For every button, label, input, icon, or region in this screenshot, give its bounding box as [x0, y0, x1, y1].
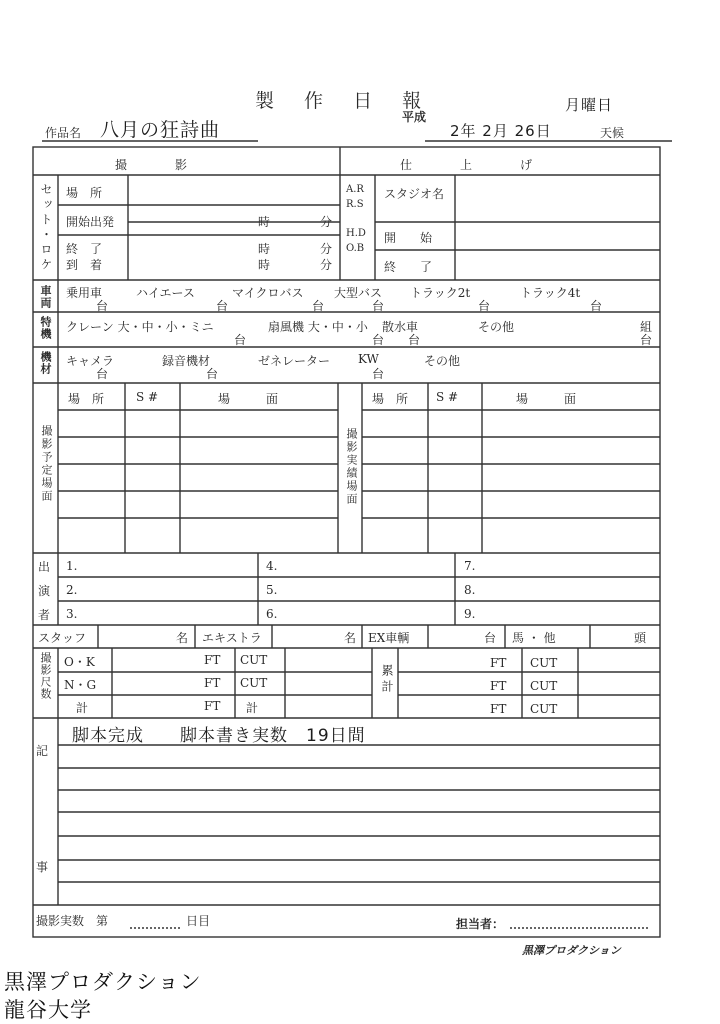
begin-label: 開 始: [384, 231, 433, 245]
ft-label: FT: [204, 653, 221, 667]
ft-label: FT: [490, 679, 507, 693]
shoot-head: 撮 影: [115, 158, 188, 172]
hour-3: 時: [258, 258, 271, 272]
minute-3: 分: [320, 258, 333, 272]
person-in-charge-label: 担当者：: [456, 917, 505, 931]
total-label: 計: [76, 701, 89, 715]
staff-name-unit: 名: [176, 631, 189, 645]
unit: 台: [590, 299, 603, 313]
unit: 台: [216, 299, 229, 313]
vehicle-truck2: トラック2t: [410, 286, 471, 300]
cut-label: CUT: [240, 676, 268, 690]
cut-label: CUT: [240, 653, 268, 667]
vehicle-microbus: マイクロバス: [232, 286, 304, 300]
equip-kw: KW: [358, 352, 379, 366]
crane-label: クレーン 大・中・小・ミニ: [66, 320, 214, 334]
unit: 台: [312, 299, 325, 313]
total-label: 計: [246, 701, 259, 715]
cast-label: 出: [38, 560, 51, 574]
watermark-line1: 黒澤プロダクション: [4, 970, 202, 994]
special-other-label: その他: [478, 320, 515, 334]
ob-label: O.B: [346, 243, 365, 254]
end-label: 終 了: [66, 242, 103, 256]
scene-col-place: 場 所: [68, 392, 105, 406]
unit: 台: [206, 367, 219, 381]
vehicle-truck4: トラック4t: [520, 286, 581, 300]
equip-camera: キャメラ: [66, 354, 115, 368]
scene-col-snum: S #: [136, 390, 159, 404]
watermark-line2: 龍谷大学: [4, 998, 92, 1022]
shoot-days-label: 撮影実数 第: [36, 914, 109, 928]
water-truck-label: 散水車: [382, 320, 419, 334]
cast-num: 9.: [464, 607, 476, 621]
scene-actual-label: 撮影実績場面: [345, 428, 358, 506]
vehicle-hiace: ハイエース: [136, 286, 195, 300]
vehicle-car: 乗用車: [66, 286, 103, 300]
unit: 台: [372, 333, 385, 347]
vehicles-label: 車両: [39, 285, 52, 309]
cast-num: 4.: [266, 559, 278, 573]
arrival-label: 到 着: [66, 258, 103, 272]
cast-num: 8.: [464, 583, 476, 597]
scene-col-snum: S #: [436, 390, 459, 404]
start-label: 開始出発: [66, 215, 115, 229]
unit-set: 組: [640, 320, 653, 334]
cast-num: 1.: [66, 559, 78, 573]
notes-label-top: 記: [36, 744, 49, 758]
equipment-label: 機材: [39, 351, 52, 375]
ar-label: A.R: [346, 184, 364, 195]
company-name: 黒澤プロダクション: [522, 944, 621, 957]
cast-num: 3.: [66, 607, 78, 621]
minute-1: 分: [320, 215, 333, 229]
unit: 台: [234, 333, 247, 347]
ok-label: O・K: [64, 655, 95, 669]
scene-col-scene: 場 面: [218, 392, 279, 406]
extra-label: エキストラ: [202, 631, 262, 645]
finish-head: 仕 上 げ: [400, 158, 533, 172]
unit: 台: [96, 367, 109, 381]
weekday: 月曜日: [565, 96, 614, 114]
ex-unit: 台: [484, 631, 497, 645]
hour-1: 時: [258, 215, 271, 229]
cut-label: CUT: [530, 656, 558, 670]
equip-other: その他: [424, 354, 461, 368]
place-label: 場 所: [66, 186, 103, 200]
era-label: 平成: [402, 110, 427, 124]
hour-2: 時: [258, 242, 271, 256]
cumulative-label: 累計: [380, 664, 394, 696]
wind-machine-label: 扇風機 大・中・小: [268, 320, 368, 334]
cast-num: 7.: [464, 559, 476, 573]
cast-num: 2.: [66, 583, 78, 597]
equip-sound: 録音機材: [162, 354, 211, 368]
horse-unit: 頭: [634, 631, 647, 645]
footage-label: 撮影尺数: [39, 652, 52, 700]
shoot-days-unit: 日目: [186, 914, 211, 928]
special-label: 特機: [39, 316, 52, 340]
equip-generator: ゼネレーター: [258, 354, 331, 368]
minute-2: 分: [320, 242, 333, 256]
hd-label: H.D: [346, 228, 366, 239]
cast-label: 演: [38, 584, 51, 598]
ft-label: FT: [204, 699, 221, 713]
cast-label: 者: [38, 608, 51, 622]
unit: 台: [96, 299, 109, 313]
cast-num: 5.: [266, 583, 278, 597]
scene-col-scene: 場 面: [516, 392, 577, 406]
finish-label: 終 了: [384, 260, 433, 274]
ft-label: FT: [204, 676, 221, 690]
ex-vehicle-label: EX車輌: [368, 631, 410, 645]
extra-name-unit: 名: [344, 631, 357, 645]
report-date: 2年 2月 26日: [450, 122, 552, 140]
cut-label: CUT: [530, 702, 558, 716]
scene-col-place: 場 所: [372, 392, 409, 406]
notes-label-bottom: 事: [36, 860, 49, 874]
unit: 台: [408, 333, 421, 347]
cast-num: 6.: [266, 607, 278, 621]
studio-label: スタジオ名: [384, 187, 445, 201]
weather-label: 天候: [600, 126, 625, 140]
notes-handwritten: 脚本完成 脚本書き実数 19日間: [72, 726, 366, 746]
rs-label: R.S: [346, 199, 364, 210]
work-title: 八月の狂詩曲: [100, 119, 221, 141]
unit: 台: [372, 367, 385, 381]
scene-plan-label: 撮影予定場面: [40, 425, 53, 503]
unit: 台: [478, 299, 491, 313]
report-title: 製 作 日 報: [255, 90, 434, 112]
ft-label: FT: [490, 702, 507, 716]
ng-label: N・G: [64, 678, 97, 692]
staff-label: スタッフ: [38, 631, 87, 645]
ft-label: FT: [490, 656, 507, 670]
vehicle-bus: 大型バス: [334, 286, 383, 300]
unit: 台: [640, 333, 653, 347]
unit: 台: [372, 299, 385, 313]
set-loc-label: セット・ロケ: [39, 183, 53, 273]
work-title-label: 作品名: [45, 126, 82, 140]
horse-label: 馬 ・ 他: [512, 631, 556, 645]
cut-label: CUT: [530, 679, 558, 693]
